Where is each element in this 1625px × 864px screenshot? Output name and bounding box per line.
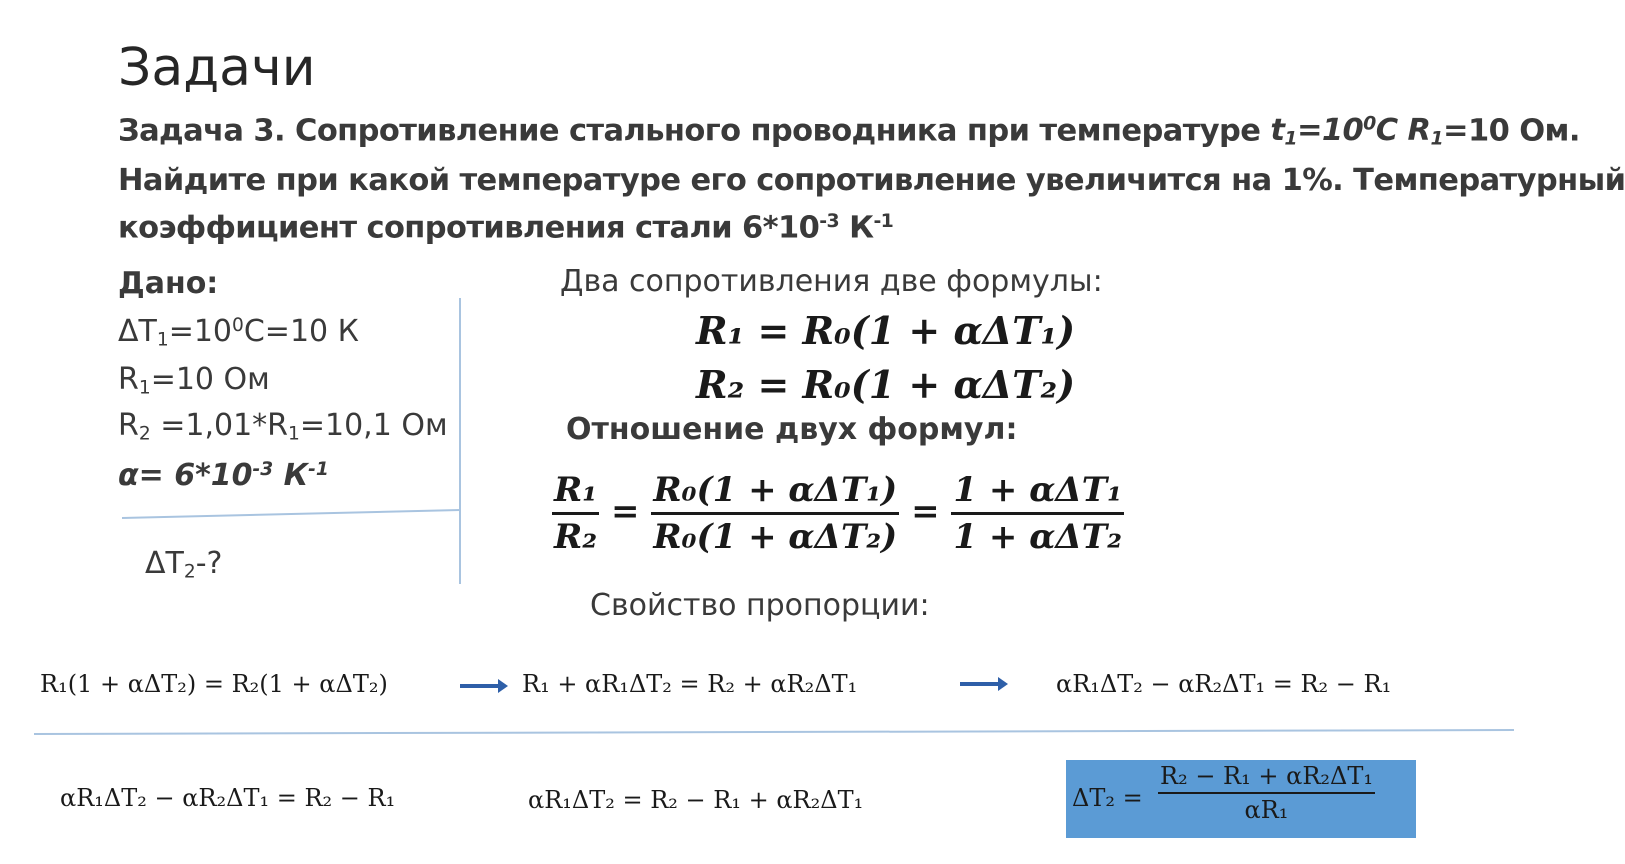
- task-coef-text: коэффициент сопротивления стали 6*10: [118, 210, 820, 246]
- equals-sign: =: [611, 491, 640, 532]
- formula-r1: R₁ = R₀(1 + αΔT₁): [696, 308, 1076, 353]
- step-3: αR₁ΔT₂ − αR₂ΔT₁ = R₂ − R₁: [1056, 670, 1392, 698]
- answer-denominator: αR₁: [1244, 796, 1289, 824]
- task-t-unit: C: [1375, 113, 1398, 149]
- task-r-value: =10 Ом.: [1443, 113, 1580, 149]
- answer-box: [1066, 760, 1416, 838]
- page-title: Задачи: [118, 38, 316, 98]
- find-delta-t2: ΔT2-?: [145, 546, 223, 583]
- formula-r2: R₂ = R₀(1 + αΔT₂): [696, 362, 1076, 407]
- answer-fraction: [1158, 762, 1375, 824]
- given-horizontal-divider: [122, 510, 460, 518]
- task-coef-exp: -3: [819, 210, 840, 233]
- ratio-frac-3: $\frac{\text{1 + αΔT₁}}{\text{1 + αΔT₂}}$: [953, 470, 1122, 557]
- task-text: Задача 3. Сопротивление стального проводника при температуре: [118, 113, 1271, 149]
- ratio-frac-2: $\frac{\text{R₀(1 + αΔT₁)}}{\text{R₀(1 + αΔT₂)}}$: [653, 470, 898, 557]
- step-4: αR₁ΔT₂ − αR₂ΔT₁ = R₂ − R₁: [60, 784, 396, 812]
- task-r-symbol: R: [1407, 113, 1431, 149]
- section-ratio: Отношение двух формул:: [566, 412, 1018, 447]
- right-arrow-icon: [460, 684, 500, 688]
- task-t-value: =10: [1296, 113, 1364, 149]
- step-2: R₁ + αR₁ΔT₂ = R₂ + αR₂ΔT₁: [522, 670, 858, 698]
- given-alpha: $\alpha= 6*10^{-3}$ $К^{-1}$: [118, 458, 329, 493]
- task-r-subscript: 1: [1430, 128, 1443, 151]
- given-r2: R2 =1,01*R1=10,1 Ом: [118, 408, 448, 445]
- answer-numerator: R₂ − R₁ + αR₂ΔT₁: [1160, 762, 1373, 790]
- ratio-equation: [552, 470, 1124, 557]
- task-t-symbol: t: [1270, 113, 1285, 149]
- ratio-frac-1: $\frac{\text{R₁}}{\text{R₂}}$: [554, 470, 598, 557]
- task-coef-unit: К: [839, 210, 874, 246]
- given-delta-t1: $\Delta T1=10^0С=10$ К: [118, 314, 359, 351]
- step-1: R₁(1 + αΔT₂) = R₂(1 + αΔT₂): [40, 670, 388, 698]
- section-two-formulas: Два сопротивления две формулы:: [560, 264, 1103, 299]
- section-proportion: Свойство пропорции:: [590, 588, 930, 623]
- task-coef-unit-exp: -1: [873, 210, 894, 233]
- right-arrow-icon: [960, 682, 1000, 686]
- task-t-subscript: 1: [1284, 128, 1297, 151]
- task-degree: 0: [1363, 113, 1376, 135]
- steps-horizontal-divider: [34, 730, 1514, 734]
- task-line-2: Найдите при какой температуре его сопротивление увеличится на 1%. Температурный: [118, 163, 1625, 199]
- answer-lhs: ΔT₂ =: [1072, 784, 1143, 812]
- given-label: Дано:: [118, 266, 219, 301]
- given-r1: R1=10 Ом: [118, 362, 270, 399]
- equals-sign: =: [911, 491, 940, 532]
- step-5: αR₁ΔT₂ = R₂ − R₁ + αR₂ΔT₁: [528, 786, 864, 814]
